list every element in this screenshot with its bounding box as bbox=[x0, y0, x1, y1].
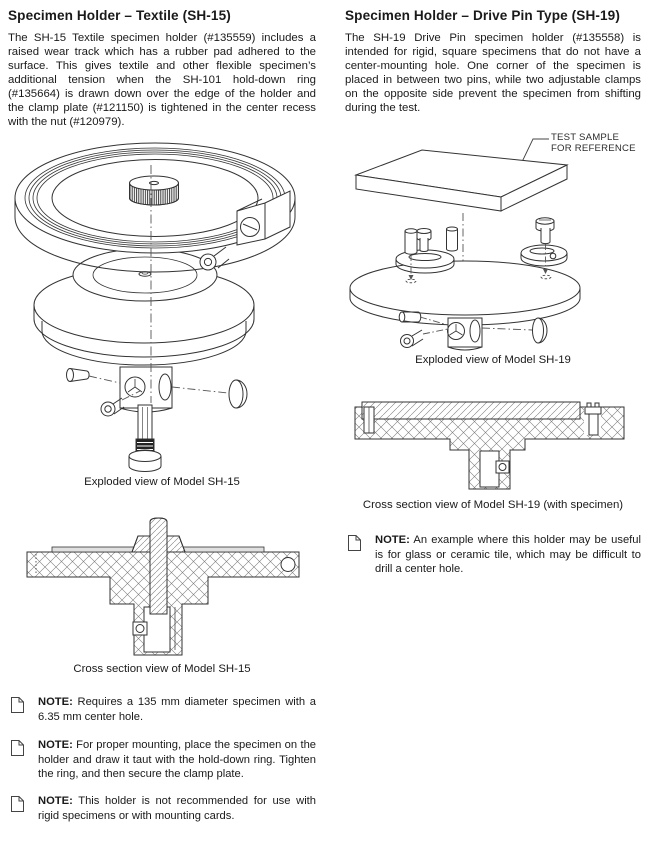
note-text bbox=[38, 738, 316, 782]
sh19-exploded-drawing bbox=[345, 131, 641, 351]
sh19-heading: Specimen Holder – Drive Pin Type (SH-19) bbox=[345, 8, 620, 23]
sh15-cross-drawing bbox=[12, 512, 312, 660]
test-sample-label: TEST SAMPLE FOR REFERENCE bbox=[551, 132, 636, 154]
sh19-exploded-caption: Exploded view of Model SH-19 bbox=[415, 354, 571, 366]
sh15-note-3 bbox=[8, 794, 316, 823]
sh15-cross-figure bbox=[8, 512, 316, 660]
note-text bbox=[375, 533, 641, 577]
note-label: NOTE: bbox=[375, 534, 410, 546]
sh19-paragraph: The SH-19 Drive Pin specimen holder (#135558) is intended for rigid, square specimens that do not have a center-mounting hole. One corner of the specimen is placed in between two pins, while two adjustable clamps on the opposite side prevent the specimen from shifting during the test. bbox=[345, 32, 641, 114]
note-text bbox=[38, 794, 316, 823]
note-page-icon bbox=[10, 696, 25, 714]
note-label: NOTE: bbox=[38, 696, 73, 708]
note-body: This holder is not recommended for use with rigid specimens or with mounting cards. bbox=[38, 794, 317, 822]
sh15-exploded-drawing bbox=[8, 135, 316, 473]
note-text bbox=[38, 695, 316, 724]
sh19-cross-drawing bbox=[348, 394, 638, 496]
note-page-icon bbox=[10, 739, 25, 757]
sh19-note-1 bbox=[345, 533, 641, 577]
note-page-icon bbox=[347, 534, 362, 552]
note-body: Requires a 135 mm diameter specimen with a 6.35 mm center hole. bbox=[38, 696, 316, 723]
sh15-note-2 bbox=[8, 738, 316, 782]
column-sh19 bbox=[345, 0, 641, 577]
column-sh15 bbox=[8, 0, 316, 823]
sh19-cross-caption: Cross section view of Model SH-19 (with specimen) bbox=[362, 499, 624, 511]
note-label: NOTE: bbox=[38, 739, 73, 752]
sh15-cross-caption: Cross section view of Model SH-15 bbox=[73, 663, 251, 675]
sh15-paragraph: The SH-15 Textile specimen holder (#135559) includes a raised wear track which has a rubber pad adhered to the surface. This gives textile and other flexible specimen’s additional tension when the SH-101 hold-down ring (#135664) is drawn down over the edge of the holder and the clamp plate (#121150) is tightened in the center recess with the nut (#120979). bbox=[8, 32, 316, 128]
note-page-icon bbox=[10, 795, 25, 813]
note-label: NOTE: bbox=[38, 794, 73, 807]
sh15-exploded-figure bbox=[8, 135, 316, 473]
sh15-heading: Specimen Holder – Textile (SH-15) bbox=[8, 8, 231, 23]
sh19-cross-figure bbox=[345, 394, 641, 496]
sh15-exploded-caption: Exploded view of Model SH-15 bbox=[84, 476, 240, 488]
sh19-exploded-figure bbox=[345, 131, 641, 351]
note-body: An example where this holder may be useful is for glass or ceramic tile, which may be difficult to drill a center hole. bbox=[375, 534, 641, 576]
note-body: For proper mounting, place the specimen on the holder and draw it taut with the hold-down ring. Tighten the ring, and then secure the clamp plate. bbox=[38, 739, 317, 781]
sh15-note-1 bbox=[8, 695, 316, 724]
